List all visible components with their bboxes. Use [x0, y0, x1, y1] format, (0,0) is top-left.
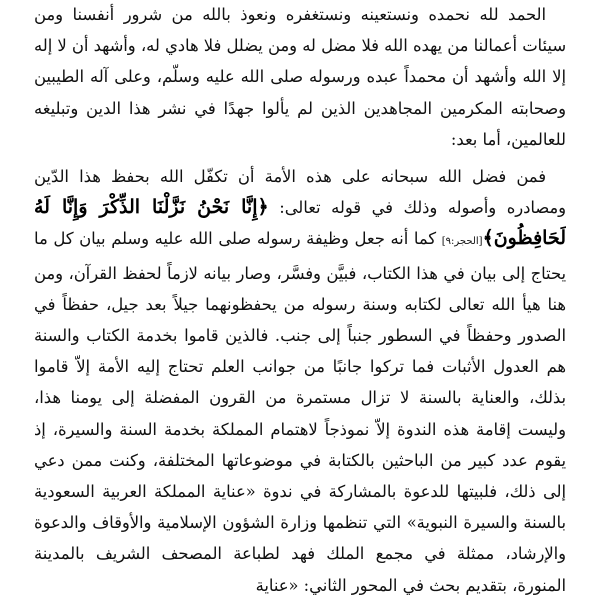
- paragraph-opening: الحمد لله نحمده ونستعينه ونستغفره ونعوذ بالله من شرور أنفسنا ومن سيئات أعمالنا من يهده الله فلا مضل له ومن يضلل فلا هادي له، وأشهد أن لا إله إلا الله وأشهد أن محمداً عبده ورسوله صلى الله عليه وسلّم، وعلى آله الطيبين وصحابته المكرمين المجاهدين الذين لم يألوا جهدًا في نشر هذا الدين وتبليغه للعالمين، أما بعد:: [34, 5, 566, 149]
- verse-open-bracket: ﴿: [257, 196, 269, 219]
- paragraph-main-intro: فمن فضل الله سبحانه على هذه الأمة أن تكفّل الله بحفظ هذا الدّين ومصادره وأصوله وذلك في قوله تعالى:: [34, 167, 566, 218]
- paragraph-main-body: كما أنه جعل وظيفة رسوله صلى الله عليه وسلم بيان كل ما يحتاج إلى بيان في هذا الكتاب، فبيَّن وفسَّر، وصار بيانه لازماً لحفظ القرآن، ومن هنا هيأ الله تعالى لكتابه وسنة رسوله من يحفظونهما جيلاً بعد جيل، حفظاً في الصدور وحفظاً في السطور جنباً إلى جنب. فالذين قاموا بخدمة الكتاب والسنة هم العدول الأثبات فما تركوا جانبًا من جوانب العلم تحتاج إليه الأمة إلاّ قاموا بذلك، والعناية بالسنة لا تزال مستمرة من القرون المفضلة إلى يومنا هذا، وليست إقامة هذه الندوة إلاّ نموذجاً لاهتمام المملكة بخدمة السنة والسيرة، إذ يقوم عدد كبير من الباحثين بالكتابة في موضوعاتها المختلفة، وكنت ممن دعي إلى ذلك، فلبيتها للدعوة بالمشاركة في ندوة «عناية المملكة العربية السعودية بالسنة والسيرة النبوية» التي تنظمها وزارة الشؤون الإسلامية والأوقاف والدعوة والإرشاد، ممثلة في مجمع الملك فهد لطباعة المصحف الشريف بالمدينة المنورة، بتقديم بحث في المحور الثاني: «عناية: [34, 229, 566, 595]
- verse-reference: [الحجر:٩]: [441, 236, 483, 248]
- verse-text: إِنَّا نَحْنُ نَزَّلْنَا الذِّكْرَ وَإِنَّا لَهُ لَحَافِظُونَ: [34, 196, 566, 250]
- document-page: [34, 0, 566, 600]
- paragraph-main: [34, 161, 566, 600]
- verse-close-bracket: ﴾: [482, 227, 494, 250]
